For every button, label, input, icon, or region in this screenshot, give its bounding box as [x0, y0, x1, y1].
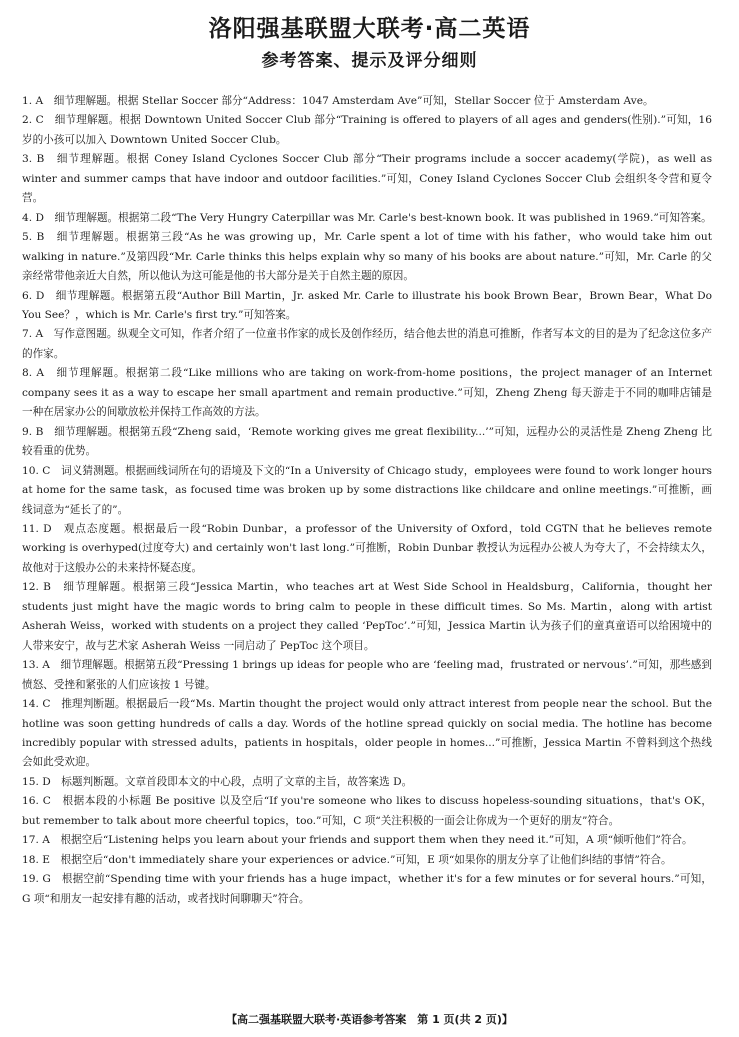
answer-item-7: 7. A 写作意图题。纵观全文可知，作者介绍了一位童书作家的成长及创作经历，结合他去世的消息可推断，作者写本文的目的是为了纪念这位多产的作家。 [22, 328, 712, 360]
answer-item-18: 18. E 根据空后“don't immediately share your experiences or advice.”可知，E 项“如果你的朋友分享了让他们纠结的事情”符合。 [22, 853, 672, 866]
answer-item-4: 4. D 细节理解题。根据第二段“The Very Hungry Caterpillar was Mr. Carle's best-known book. It was published in 1969.”可知答案。 [22, 211, 712, 224]
answer-item-14: 14. C 推理判断题。根据最后一段“Ms. Martin thought the project would only attract interest from people near the school. But the hotline was soon getting hundreds of calls a day. Words of the hotline spread quickly on social media. The hotline has become incredibly popular with stressed adults，patients in hospitals，older people in homes...”可推断，Jessica Martin 不曾料到这个热线会如此受欢迎。 [22, 698, 712, 769]
answer-list [22, 92, 712, 909]
answer-item-3: 3. B 细节理解题。根据 Coney Island Cyclones Soccer Club 部分“Their programs include a soccer academy(学院)，as well as winter and summer camps that have indoor and outdoor facilities.”可知，Coney Island Cyclones Soccer Club 会组织冬令营和夏令营。 [22, 153, 712, 205]
answer-item-17: 17. A 根据空后“Listening helps you learn about your friends and support them when they need it.”可知，A 项“倾听他们”符合。 [22, 834, 693, 847]
page-subtitle: 参考答案、提示及评分细则 [261, 51, 478, 71]
answer-item-19: 19. G 根据空前“Spending time with your friends has a huge impact，whether it's for a few minutes or for several hours.”可知，G 项“和朋友一起安排有趣的活动，或者找时间聊聊天”符合。 [22, 873, 712, 905]
answer-item-13: 13. A 细节理解题。根据第五段“Pressing 1 brings up ideas for people who are ‘feeling mad，frustrated or nervous’.”可知，那些感到愤怒、受挫和紧张的人们应该按 1 号键。 [22, 659, 712, 691]
answer-item-9: 9. B 细节理解题。根据第五段“Zheng said，‘Remote working gives me great flexibility...’”可知，远程办公的灵活性是 Zheng Zheng 比较看重的优势。 [22, 425, 712, 458]
page-footer: 【高二强基联盟大联考·英语参考答案 第 1 页(共 2 页)】 [226, 1013, 513, 1026]
page-title: 洛阳强基联盟大联考·高二英语 [208, 16, 531, 42]
answer-item-1: 1. A 细节理解题。根据 Stellar Soccer 部分“Address：1047 Amsterdam Ave”可知，Stellar Soccer 位于 Amsterdam Ave。 [22, 95, 654, 107]
answer-item-15: 15. D 标题判断题。文章首段即本文的中心段，点明了文章的主旨，故答案选 D。 [22, 775, 413, 788]
answer-item-6: 6. D 细节理解题。根据第五段“Author Bill Martin，Jr. asked Mr. Carle to illustrate his book Brown Bear，Brown Bear，What Do You See？，which is Mr. Carle's first try.”可知答案。 [22, 289, 712, 321]
answer-item-10: 10. C 词义猜测题。根据画线词所在句的语境及下文的“In a University of Chicago study，employees were found to work longer hours at home for the same task，as focused time was broken up by some distractions like childcare and online meetings.”可推断，画线词意为“延长了的”。 [22, 464, 712, 516]
answer-item-16: 16. C 根据本段的小标题 Be positive 以及空后“If you're someone who likes to discuss hopeless-sounding situations，that's OK，but remember to talk about more cheerful topics，too.”可知，C 项“关注积极的一面会让你成为一个更好的朋友”符合。 [22, 795, 712, 827]
answer-item-2: 2. C 细节理解题。根据 Downtown United Soccer Club 部分“Training is offered to players of all ages and genders(性别).”可知，16 岁的小孩可以加入 Downtown United Soccer Club。 [22, 114, 712, 146]
answer-item-5: 5. B 细节理解题。根据第三段“As he was growing up，Mr. Carle spent a lot of time with his father，who would take him out walking in nature.”及第四段“Mr. Carle thinks this helps explain why so many of his books are about nature.”可知，Mr. Carle 的父亲经常带他亲近大自然，所以他认为这可能是他的书大部分是关于自然主题的原因。 [22, 231, 712, 283]
answer-item-8: 8. A 细节理解题。根据第二段“Like millions who are taking on work-from-home positions，the project manager of an Internet company sees it as a way to escape her small apartment and remain productive.”可知，Zheng Zheng 每天游走于不同的咖啡店铺是一种在居家办公的间歇放松并保持工作高效的方法。 [22, 367, 712, 419]
answer-item-12: 12. B 细节理解题。根据第三段“Jessica Martin，who teaches art at West Side School in Healdsburg，California，thought her students just might have the magic words to bring calm to people in these difficult times. So Ms. Martin，along with artist Asherah Weiss，worked with students on a project they called ‘PepToc’.”可知，Jessica Martin 认为孩子们的童真童语可以给困境中的人带来安宁，故与艺术家 Asherah Weiss 一同启动了 PepToc 这个项目。 [22, 581, 712, 652]
answer-item-11: 11. D 观点态度题。根据最后一段“Robin Dunbar，a professor of the University of Oxford，told CGTN that he believes remote working is overhyped(过度夸大) and certainly won't last long.”可推断，Robin Dunbar 教授认为远程办公被人为夸大了，不会持续太久，故他对于这般办公的未来持怀疑态度。 [22, 522, 712, 574]
